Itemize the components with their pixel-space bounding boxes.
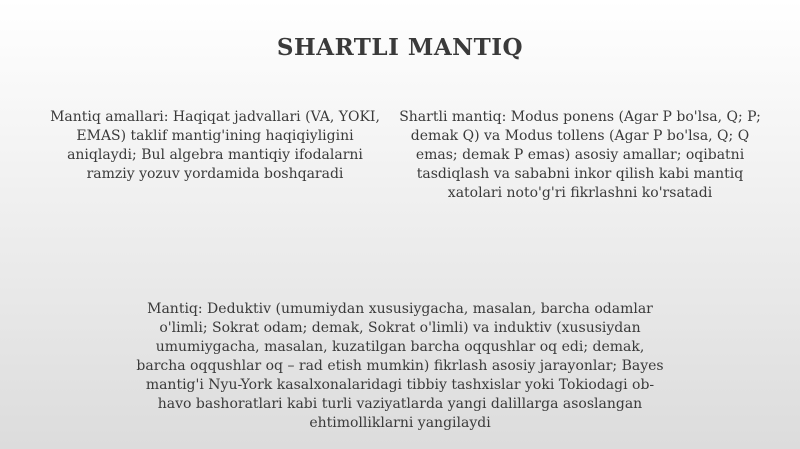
slide-title: SHARTLI MANTIQ (276, 34, 524, 61)
text-block-conditional-logic: Shartli mantiq: Modus ponens (Agar P bo'lsa, Q; P; demak Q) va Modus tollens (Agar P bo'lsa, Q; Q emas; demak P emas) asosiy amallar; oqibatni tasdiqlash va sababni inkor qilish kabi mantiq xatolari noto'g'ri fikrlashni ko'rsatadi (399, 109, 761, 201)
text-block-logic-operations: Mantiq amallari: Haqiqat jadvallari (VA, YOKI, EMAS) taklif mantig'ining haqiqiyligini aniqlaydi; Bul algebra mantiqiy ifodalarni ramziy yozuv yordamida boshqaradi (50, 109, 380, 182)
text-block-reasoning: Mantiq: Deduktiv (umumiydan xususiygacha, masalan, barcha odamlar o'limli; Sokrat odam; demak, Sokrat o'limli) va induktiv (xususiydan umumiygacha, masalan, kuzatilgan barcha oqqushlar oq edi; demak, barcha oqqushlar oq – rad etish mumkin) fikrlash asosiy jarayonlar; Bayes mantig'i Nyu-York kasalxonalaridagi tibbiy tashxislar yoki Tokiodagi ob-havo bashoratlari kabi turli vaziyatlarda yangi dalillarga asoslangan ehtimolliklarni yangilaydi (136, 301, 664, 431)
